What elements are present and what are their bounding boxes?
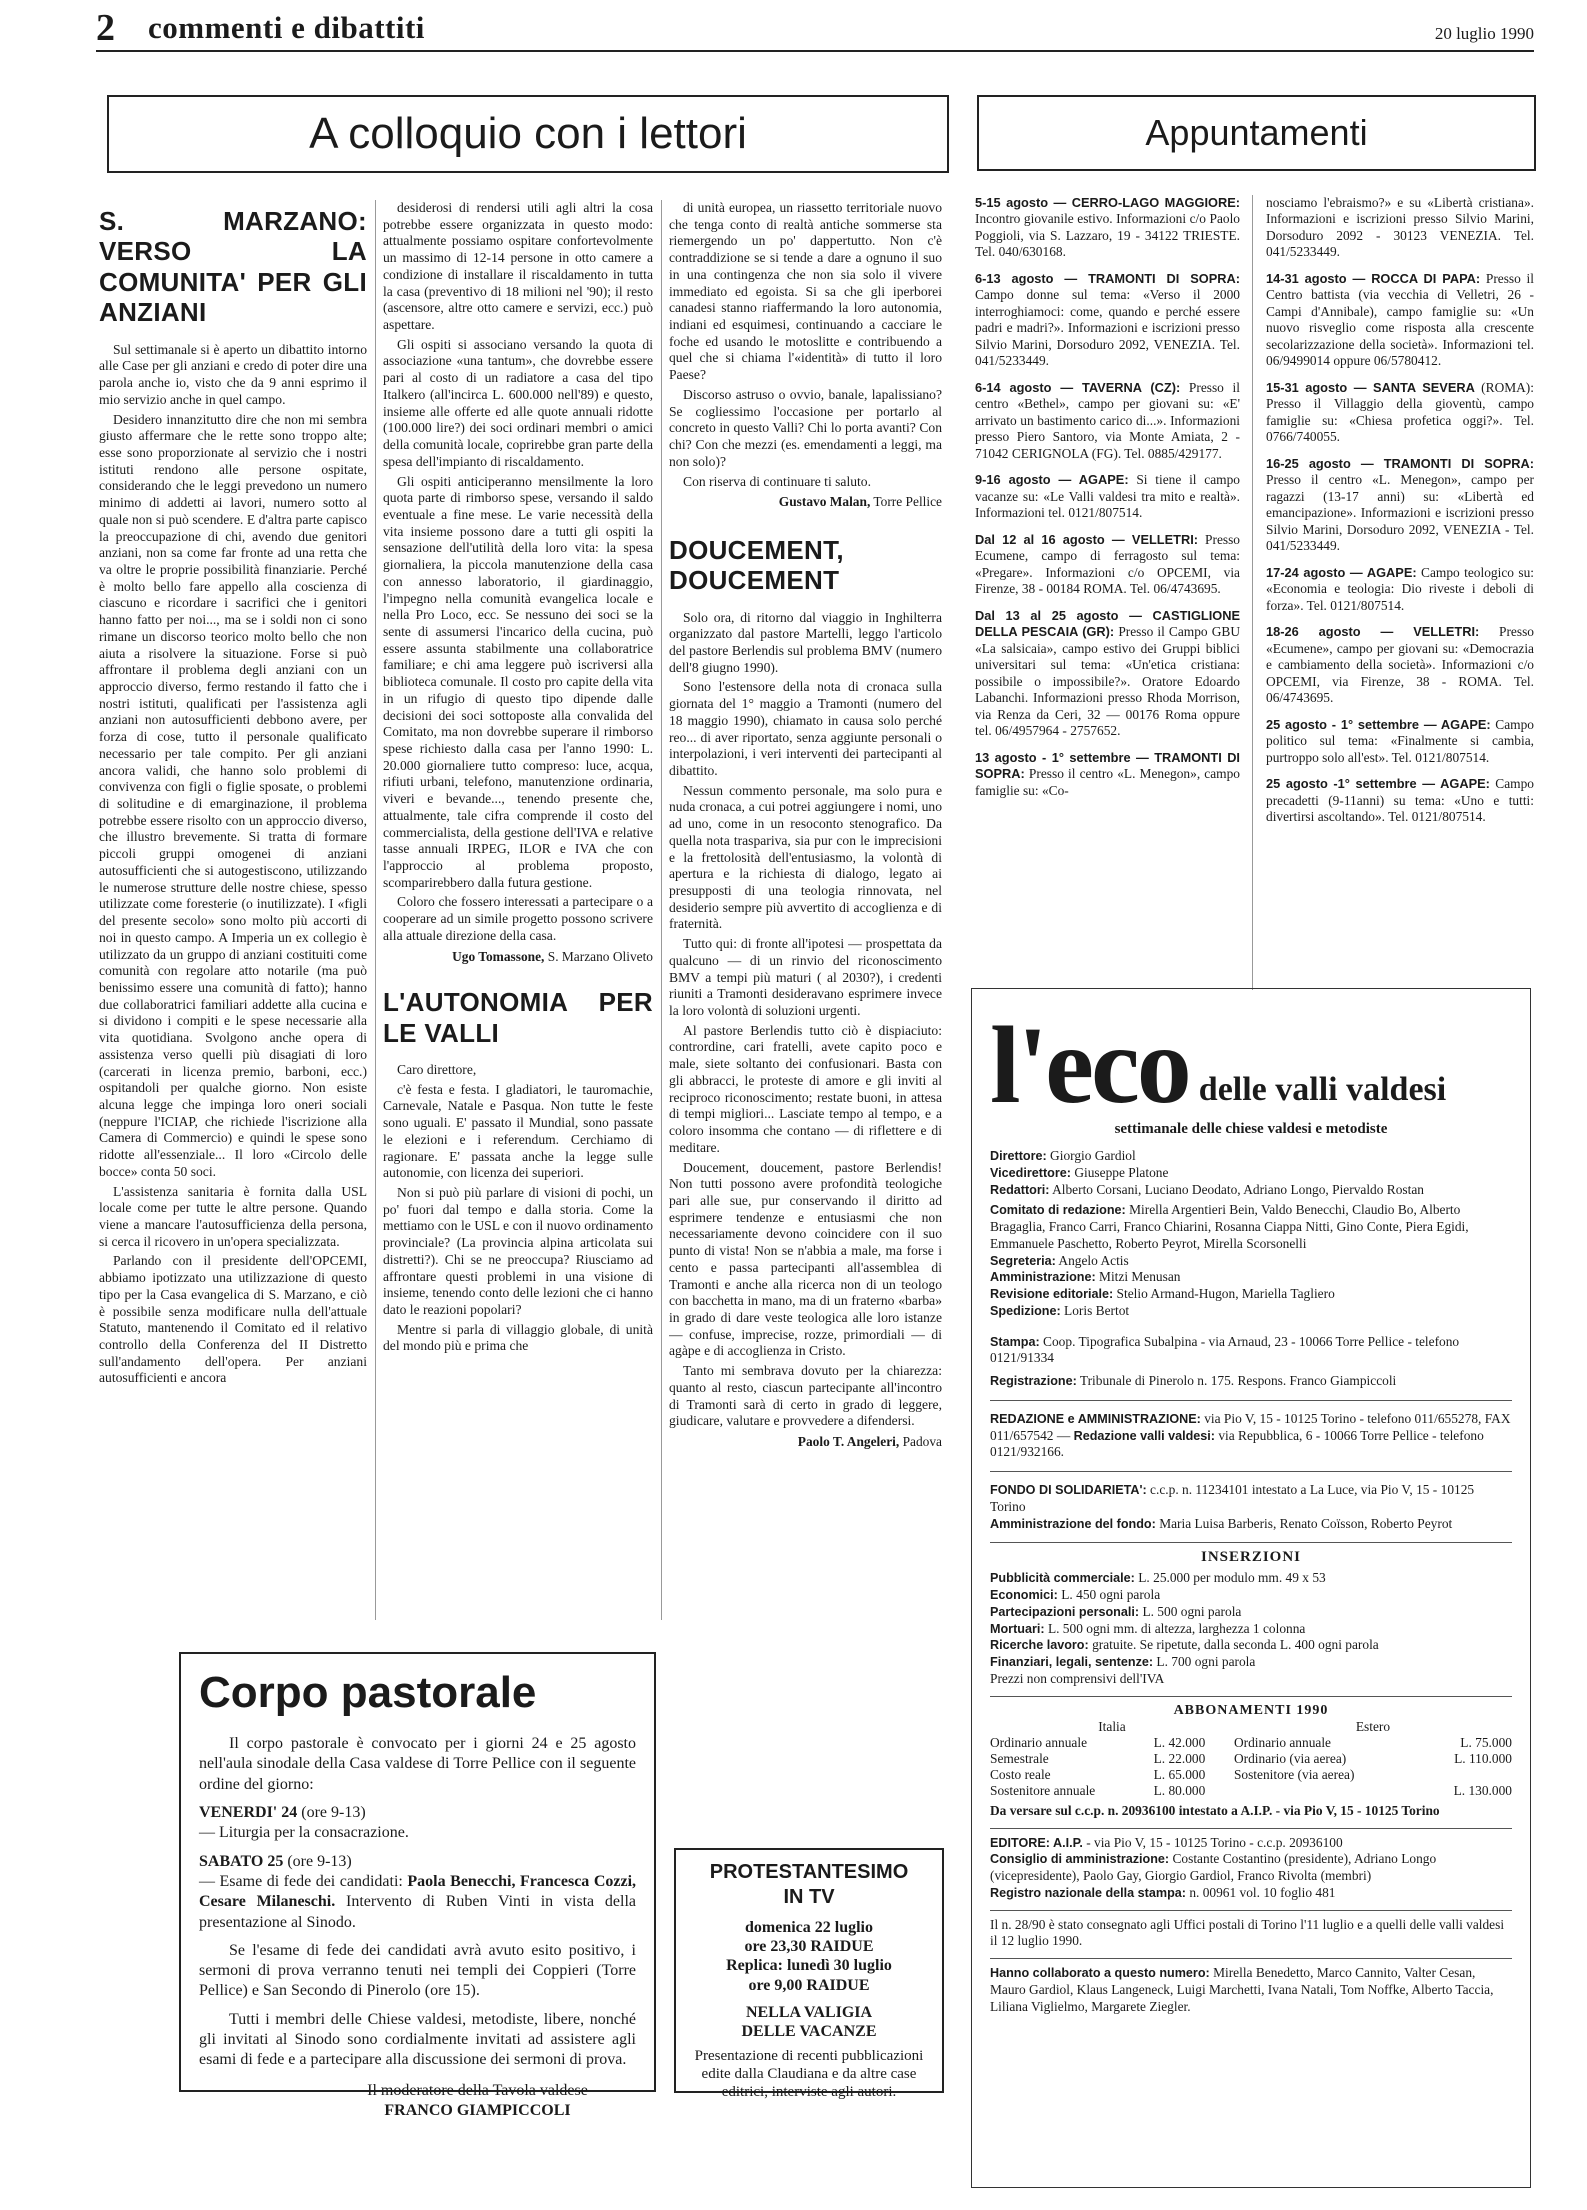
inserzione-value: L. 500 ogni mm. di altezza, larghezza 1 colonna: [1047, 1620, 1306, 1636]
abbonamenti-title: ABBONAMENTI 1990: [1173, 1702, 1329, 1718]
abb-cell: Sostenitore (via aerea): [1233, 1766, 1355, 1782]
corpo-paragraph-2: Se l'esame di fede dei candidati avrà avuto esito positivo, i sermoni di prova verranno tenuti nei templi dei Coppieri (Torre Pellice) e San Secondo di Pinerolo (ore 15).: [199, 1941, 636, 2000]
eco-reg-value: Tribunale di Pinerolo n. 175. Respons. Franco Giampiccoli: [1079, 1373, 1397, 1388]
lettori-title-box: [107, 95, 949, 173]
prot-sub-1: NELLA VALIGIA: [745, 2003, 873, 2021]
eco-staff-value: Mirella Argentieri Bein, Valdo Benecchi, Claudio Bo, Alberto Bragaglia, Franco Carri, Franco Chiarini, Rosanna Ciappa Nitti, Gino Conte, Piera Egidi, Emmanuele Paschetto, Roberto Peyrot, Mirella Scorsonelli: [990, 1202, 1469, 1251]
signature-place: Padova: [902, 1434, 942, 1450]
appuntamenti-col-a: [975, 195, 1240, 990]
abb-cell: [1421, 1767, 1512, 1783]
abb-cell: Costo reale: [990, 1766, 1051, 1782]
appuntamento-item: [975, 532, 1240, 598]
inserzione-value: L. 500 ogni parola: [1142, 1603, 1242, 1619]
eco-red-value-2: via Repubblica, 6 - 10066 Torre Pellice - telefono 0121/932166.: [990, 1427, 1484, 1460]
eco-editore: [990, 1835, 1512, 1852]
article-anziani-headline: S. MARZANO: VERSO LA COMUNITA' PER GLI ANZIANI: [99, 206, 367, 328]
appuntamento-head: 6-14 agosto — TAVERNA (CZ):: [975, 379, 1181, 395]
paragraph: Caro direttore,: [397, 1061, 477, 1077]
inserzione-row: [990, 1570, 1512, 1587]
abb-estero-header: Estero: [1355, 1718, 1391, 1734]
inserzione-row: [990, 1621, 1512, 1638]
appuntamento-text: Presso il centro «L. Menegon», campo famiglie su: «Co-: [975, 766, 1240, 798]
eco-staff-row: [990, 1148, 1512, 1165]
appuntamento-text: Campo precadetti (9-11anni) su tema: «Uno e tutti: divertirsi ascoltando». Tel. 0121/807514.: [1266, 776, 1534, 824]
corpo-day2-time: (ore 9-13): [287, 1852, 352, 1870]
abb-cell: L. 75.000: [1460, 1734, 1512, 1750]
eco-staff-value: Mitzi Menusan: [1099, 1269, 1181, 1285]
eco-fondo-key: FONDO DI SOLIDARIETA':: [990, 1483, 1147, 1497]
prot-title-2: IN TV: [783, 1886, 835, 1908]
table-row: [990, 1767, 1512, 1783]
paragraph: Tutto qui: di fronte all'ipotesi — prospettata da qualcuno — di un rinvio del riconoscimento BMV a tempi più maturi ( al 2030?), i credenti riuniti a Tramonti desideravano esprimere invece la loro volontà di soluzioni urgenti.: [669, 936, 942, 1019]
appuntamento-text: Si tiene il campo vacanze su: «Le Valli valdesi tra mito e realtà». Informazioni tel. 0121/807514.: [975, 472, 1240, 521]
eco-amm-key: Amministrazione del fondo:: [990, 1516, 1156, 1531]
corpo-pastorale-box: [179, 1652, 656, 2119]
appuntamento-head: 25 agosto -1° settembre — AGAPE:: [1266, 776, 1490, 792]
inserzione-row: [990, 1671, 1512, 1688]
inserzione-key: Mortuari:: [990, 1621, 1045, 1636]
appuntamento-text: Presso «Ecumene», campo per giovani su: «Democrazia e cambiamento della società». Informazioni c/o OPCEMI, via Firenze, 38 - ROMA. Tel. 06/4743695.: [1266, 624, 1534, 706]
eco-staff-value: Giuseppe Platone: [1074, 1164, 1169, 1180]
eco-editore-value: - via Pio V, 15 - 10125 Torino - c.c.p. 20936100: [1086, 1834, 1343, 1850]
eco-logo-big: l'eco: [990, 1004, 1189, 1126]
paragraph: c'è festa e festa. I gladiatori, le tauromachie, Carnevale, Natale e Pasqua. Non tutte le feste sono uguali. E' passato il Mundial, sono passate le elezioni e i referendum. Cerchiamo di ragionare. E' passata anche la legge sulle autonomie, con licenza dei superiori.: [383, 1081, 653, 1181]
corpo-day1: [199, 1803, 636, 1823]
inserzione-row: [990, 1604, 1512, 1621]
article-anziani-signature: [383, 949, 653, 965]
issue-date: 20 luglio 1990: [1434, 24, 1534, 43]
appuntamento-head: Dal 13 al 25 agosto — CASTIGLIONE DELLA PESCAIA (GR):: [975, 607, 1240, 640]
paragraph: Parlando con il presidente dell'OPCEMI, abbiamo ipotizzato una utilizzazione di questo tipo per la Casa evangelica di S. Marzano, e ciò è possibile senza modificare nulla dell'attuale Statuto, mantenendo il Comitato ed il relativo controllo della Conferenza del II Distretto sull'andamento dell'opera. Per anziani autosufficienti e ancora: [99, 1253, 367, 1386]
paragraph: Doucement, doucement, pastore Berlendis! Non tutti possono avere profondità teologiche pari alle sue, pur conservando il diritto ad esprimere tendenze e entusiasmi che non necessariamente devono coincidere con il suo punto di vista! Non se n'abbia a male, ma forse i cento e passa partecipanti all'assemblea di Tramonti e anche alla ricerca non di un teologo con bacchetta in mano, ma di un fraterno «barba» in grado di dare veste teologica alle loro istanze — confuse, imprecise, rozze, primordiali — di agàpe e di accoglienza in Cristo.: [669, 1159, 942, 1359]
paragraph: L'assistenza sanitaria è fornita dalla USL locale come per tutte le altre persone. Quando viene a mancare l'autosufficienza della persona, si cerca il ricovero in un'opera specializzata.: [99, 1183, 367, 1249]
paragraph: Sul settimanale si è aperto un dibattito intorno alle Case per gli anziani e credo di poter dire una parola anche io, visto che da 9 anni esprimo il mio servizio anche in quel campo.: [99, 341, 367, 407]
column-rule: [375, 200, 376, 1620]
paragraph: Discorso astruso o ovvio, banale, lapalissiano? Se cogliessimo l'occasione per portarlo al concreto in questo Valli? Chi lo porta avanti? Con chi? Con che mezzi (es. emendamenti a leggi, ma non solo)?: [669, 386, 942, 469]
paragraph: Con riserva di continuare ti saluto.: [683, 473, 872, 489]
appuntamento-item: [1266, 380, 1534, 446]
appuntamento-item: [1266, 624, 1534, 706]
eco-staff-key: Direttore:: [990, 1149, 1047, 1163]
paragraph: Sono l'estensore della nota di cronaca sulla giornata del 1° maggio a Tramonti (numero del 18 maggio 1990), chiamato in causa solo perché reo... di aver riportato, senza aggiunte personali o interpolazioni, i veri interventi dei partecipanti al dibattito.: [669, 679, 942, 778]
eco-staff-value: Loris Bertot: [1064, 1302, 1130, 1318]
eco-staff-key: Segreteria:: [990, 1253, 1056, 1268]
eco-red-value: via Pio V, 15 - 10125 Torino - telefono 011/655278, FAX 011/657542 —: [990, 1410, 1511, 1443]
eco-red-key-2: Redazione valli valdesi:: [1073, 1428, 1215, 1443]
appuntamento-text: Campo donne sul tema: «Verso il 2000 interroghiamoci: come, quando e perché essere padri e madri?». Informazioni e iscrizioni presso Silvio Marini, Dorsoduro 2092, VENEZIA. Tel. 041/5233449.: [975, 287, 1240, 369]
appuntamento-text: (ROMA): Presso il Villaggio della gioventù, campo famiglie su: «Chiesa profetica oggi?». Tel. 0766/740055.: [1266, 379, 1534, 445]
inserzione-key: Finanziari, legali, sentenze:: [990, 1655, 1154, 1669]
appuntamento-head: Dal 12 al 16 agosto — VELLETRI:: [975, 531, 1199, 547]
article-autonomia-signature: [669, 494, 942, 510]
appuntamento-head: 15-31 agosto — SANTA SEVERA: [1266, 379, 1475, 395]
signature-name: Ugo Tomassone,: [452, 948, 545, 964]
appuntamento-text: nosciamo l'ebraismo?» e su «Libertà cristiana». Informazioni e iscrizioni presso Silvio Marini, Dorsoduro 2092 - 30123 VENEZIA. Tel. 041/5233449.: [1266, 195, 1534, 260]
inserzione-key: Ricerche lavoro:: [990, 1638, 1089, 1653]
signature-place: Torre Pellice: [873, 494, 942, 510]
abb-cell: Semestrale: [990, 1750, 1049, 1766]
eco-divider: [990, 1958, 1512, 1959]
eco-staff-row: [990, 1202, 1512, 1252]
appuntamento-item: [975, 472, 1240, 521]
eco-registro: [990, 1885, 1512, 1902]
appuntamento-item: [1266, 776, 1534, 825]
appuntamento-text: Incontro giovanile estivo. Informazioni c/o Paolo Poggioli, via S. Lazzaro, 19 - 34122 TRIESTE. Tel. 040/630168.: [975, 211, 1240, 260]
corpo-day2-item-a: — Esame di fede dei candidati:: [199, 1872, 403, 1890]
paragraph: Gli ospiti anticiperanno mensilmente la loro quota parte di rimborso spese, versando il saldo eventuale a fine mese. Le varie necessità della vita insieme possono dare a tutti gli ospiti la sensazione dell'utilità della loro vita: la spesa giornaliera, la piccola manutenzione della casa con annesso laboratorio, il giardinaggio, l'impegno nella comunità evangelica locale e nella Pro Loco, ecc. Se nessuno dei soci se la sente di assumersi l'incarico della cucina, può essere assunta stabilmente una collaboratrice familiare; e chi ama leggere può iscriversi alla biblioteca comunale. Il costo pro capite della vita in un rifugio di questo tipo dipende dalle decisioni dei soci sottoposte alla convalida del Comitato, ma non dovrebbe superare il rimborso spese richiesto dalla casa per l'anno 1990: L. 20.000 giornaliere tutto compreso: luce, acqua, rifiuti urbani, telefono, manutenzione ordinaria, viveri e bevande..., tenendo presente che, attualmente, tale cifra comprende il costo del commercialista, della gestione dell'IVA e relative tasse annuali IRPEG, ILOR e IVA che con l'approccio al problema proposto, scomparirebbero dalla futura gestione.: [383, 473, 653, 890]
paragraph: Tanto mi sembrava dovuto per la chiarezza: quanto al resto, ciascun partecipante all'incontro di Tramonti sarà di certo in grado di leggere, giudicare, valutare e provvedere a difendersi.: [669, 1363, 942, 1429]
appuntamento-text: Presso il Centro battista (via vecchia di Velletri, 26 - Campi d'Annibale), campo famiglie su: «Un nuovo risveglio come risposta alla crescente secolarizzazione della società». Informazioni tel. 06/9499014 oppure 06/5780412.: [1266, 270, 1534, 369]
protestantesimo-box: [674, 1848, 944, 2101]
eco-consiglio-value: Costante Costantino (presidente), Adriano Longo (vicepresidente), Paolo Gay, Giorgio Gardiol, Franco Rivolta (membri): [990, 1851, 1437, 1884]
paragraph: Desidero innanzitutto dire che non mi sembra giusto affermare che le rette sono troppo alte; esse sono proporzionate al servizio che i nostri istituti rendono alle persone ospitate, considerando che le leggi prevedono un numero minimo di addetti ai lavori, numero sotto al quale non si può scendere. E d'altra parte capisco la preoccupazione di chi, avendo due genitori anziani, non sa come far fronte ad una retta che va oltre le proprie possibilità finanziarie. Perché è molto bello fare appello alla coscienza di ciascuno e ricordare i sacrifici che i genitori hanno fatto per noi..., ma se i soldi non ci sono rimane un discorso teorico molto bello che non aiuta a risolvere la situazione. Forse si può affrontare il problema degli anziani con un approccio diverso, fermo restando il fatto che i nostri istituti, qualificati per l'assistenza agli anziani non autosufficienti debbono avere, per forza di cose, tutto il personale qualificato necessario per tale compito. Per gli anziani ancora validi, che hanno solo problemi di convivenza con figli o figlie sposate, o problemi di solitudine e di emarginazione, il problema potrebbe essere risolto con un approccio diverso, che illustro brevemente. Si tratta di formare piccoli gruppi omogenei di anziani autosufficienti che si autogestiscono, utilizzando le numerose strutture delle nostre chiese, spesso utilizzate come foresterie (o inutilizzate). I «figli del presente secolo» sono molto più accorti di noi in questo campo. A Imperia un ex collegio è utilizzato da un gruppo di anziani costituiti come comunità con regolare atto notarile (ma può benissimo essere una comunità di fatto); hanno due collaboratrici familiari addette alla cucina e si dividono i compiti e le spese necessarie alla vita quotidiana. Svolgono anche opera di assistenza verso quelli più disagiati di loro (carcerati in licenza premio, barboni, ecc.) ospitandoli per qualche giorno. Non esiste alcuna legge che impinga loro oneri sociali (neppure l'ICIAP, che richiede l'iscrizione alla Camera di Commercio) e quindi le spese sono ridotte all'essenziale... Il loro «Circolo delle bocce» conta 50 soci.: [99, 411, 367, 1179]
appuntamento-item: [1266, 271, 1534, 370]
corpo-intro: Il corpo pastorale è convocato per i giorni 24 e 25 agosto nell'aula sinodale della Casa valdese di Torre Pellice con il seguente ordine del giorno:: [199, 1735, 636, 1793]
eco-subtitle: settimanale delle chiese valdesi e metodiste: [1114, 1121, 1388, 1137]
inserzione-key: Partecipazioni personali:: [990, 1604, 1140, 1619]
column-rule: [1252, 195, 1253, 990]
prot-text: Presentazione di recenti pubblicazioni edite dalla Claudiana e da altre case editrici, interviste agli autori.: [694, 2048, 924, 2101]
eco-staff-key: Vicedirettore:: [990, 1165, 1071, 1180]
paragraph: Non si può più parlare di visioni di pochi, un po' fuori dal tempo e dalla storia. Come la mettiamo con le USL e con il nuovo ordinamento provinciale? (La provincia alpina articolata sui distretti?). Chi se ne preoccupa? Riusciamo ad affrontare questi problemi in una visione di insieme, tenendo conto delle lezioni che ci hanno dato le reazioni popolari?: [383, 1184, 653, 1317]
eco-registro-key: Registro nazionale della stampa:: [990, 1885, 1186, 1900]
abb-cell: L. 65.000: [1153, 1766, 1206, 1782]
abbonamenti-table: [990, 1719, 1512, 1799]
eco-stampa-value: Coop. Tipografica Subalpina - via Arnaud, 23 - 10066 Torre Pellice - telefono 0121/91334: [990, 1333, 1460, 1366]
appuntamento-text: Presso il centro «L. Menegon», campo per ragazzi (13-17 anni) su: «Libertà ed emancipazione». Informazioni e iscrizioni presso Silvio Marini, Dorsoduro 2092, VENEZIA - Tel. 041/5233449.: [1266, 472, 1534, 554]
abb-cell: L. 22.000: [1153, 1750, 1206, 1766]
table-row: [990, 1783, 1512, 1799]
eco-consiglio-key: Consiglio di amministrazione:: [990, 1852, 1170, 1867]
corpo-candidates: Paola Benecchi, Francesca Cozzi, Cesare Milaneschi.: [199, 1872, 637, 1911]
abb-cell: Ordinario annuale: [990, 1734, 1088, 1750]
eco-divider: [990, 1828, 1512, 1829]
eco-staff-key: Amministrazione:: [990, 1270, 1096, 1285]
eco-consegna: Il n. 28/90 è stato consegnato agli Uffici postali di Torino l'11 luglio e a quelli delle valli valdesi il 12 luglio 1990.: [990, 1916, 1505, 1949]
inserzione-value: L. 25.000 per modulo mm. 49 x 53: [1138, 1570, 1326, 1586]
inserzione-value: L. 450 ogni parola: [1061, 1587, 1161, 1602]
lettori-title: A colloquio con i lettori: [309, 109, 747, 158]
appuntamento-item: [975, 271, 1240, 370]
eco-staff-row: [990, 1303, 1512, 1320]
appuntamento-head: 14-31 agosto — ROCCA DI PAPA:: [1266, 270, 1481, 286]
eco-fondo-value: c.c.p. n. 11234101 intestato a La Luce, via Pio V, 15 - 10125 Torino: [990, 1482, 1475, 1514]
eco-divider: [990, 1471, 1512, 1472]
eco-staff-key: Revisione editoriale:: [990, 1287, 1114, 1301]
eco-staff-row: [990, 1165, 1512, 1182]
eco-collab-value: Mirella Benedetto, Marco Cannito, Valter Cesan, Mauro Gardiol, Klaus Langeneck, Luigi Marchetti, Ivana Natali, Tom Noffke, Alberto Taccia, Liliana Viglielmo, Margarete Ziegler.: [990, 1965, 1494, 2014]
corpo-day1-time: (ore 9-13): [301, 1803, 366, 1821]
eco-staff-value: Alberto Corsani, Luciano Deodato, Adriano Longo, Piervaldo Rostan: [1052, 1181, 1424, 1197]
paragraph: Mentre si parla di villaggio globale, di unità del mondo più e prima che: [383, 1321, 653, 1354]
inserzione-value: Prezzi non comprensivi dell'IVA: [990, 1670, 1165, 1686]
appuntamento-head: 13 agosto - 1° settembre — TRAMONTI DI SOPRA:: [975, 749, 1240, 782]
appuntamenti-title-box: [977, 95, 1536, 171]
eco-fondo: [990, 1482, 1512, 1516]
eco-staff-row: [990, 1269, 1512, 1286]
section-title: commenti e dibattiti: [148, 10, 425, 45]
corpo-day2: [199, 1852, 636, 1872]
article-doucement-signature: [669, 1434, 942, 1450]
abb-versare: Da versare sul c.c.p. n. 20936100 intestato a A.I.P. - via Pio V, 15 - 10125 Torino: [990, 1802, 1440, 1818]
eco-staff-key: Redattori:: [990, 1182, 1050, 1197]
appuntamento-item: [1266, 565, 1534, 614]
inserzione-key: Economici:: [990, 1588, 1058, 1602]
appuntamenti-col-b: [1266, 195, 1534, 990]
appuntamento-item: [1266, 456, 1534, 555]
appuntamento-item: [1266, 195, 1534, 261]
appuntamento-text: Presso Ecumene, campo di ferragosto sul tema: «Pregare». Informazioni c/o OPCEMI, via Firenze, 38 - 00184 ROMA. Tel. 06/4743695.: [975, 531, 1240, 597]
appuntamento-text: Presso il Campo GBU «La salsicaia», campo estivo dei Gruppi biblici universitari sul tema: «Un'etica cristiana: possibile o impossibile?». Oratore Edoardo Labanchi. Informazioni presso Rhoda Morrison, via Renza da Ceri, 32 — 00176 Roma oppure tel. 06/4957964 - 2757652.: [975, 624, 1240, 739]
abb-cell: Ordinario annuale: [1233, 1734, 1331, 1750]
eco-amm-value: Maria Luisa Barberis, Renato Coïsson, Roberto Peyrot: [1159, 1515, 1453, 1531]
corpo-sign-role: Il moderatore della Tavola valdese: [367, 2081, 588, 2099]
appuntamento-text: Presso il centro «Bethel», campo per giovani su: «E' arrivato un bastimento carico di...». Informazioni presso Piero Santoro, via Monte Amiata, 2 - 71042 CERIGNOLA (FG). Tel. 0885/429177.: [975, 379, 1240, 461]
eco-divider: [990, 1910, 1512, 1911]
table-row: [990, 1735, 1512, 1751]
appuntamento-head: 9-16 agosto — AGAPE:: [975, 472, 1129, 488]
corpo-pastorale-title: Corpo pastorale: [199, 1668, 537, 1717]
abb-cell: L. 42.000: [1153, 1734, 1206, 1750]
corpo-day2-item: [199, 1872, 636, 1933]
eco-registro-value: n. 00961 vol. 10 foglio 481: [1189, 1884, 1336, 1900]
eco-collaboratori: [990, 1965, 1512, 2015]
eco-editore-key: EDITORE: A.I.P.: [990, 1835, 1083, 1850]
eco-consiglio: [990, 1851, 1512, 1885]
article-column3: [669, 200, 942, 1780]
eco-divider: [990, 1696, 1512, 1697]
inserzione-value: L. 700 ogni parola: [1156, 1654, 1256, 1669]
inserzione-row: [990, 1637, 1512, 1654]
paragraph: Solo ora, di ritorno dal viaggio in Inghilterra organizzato dal pastore Martelli, leggo l'articolo del pastore Berlendis sul problema BMV (numero dell'8 giugno 1990).: [669, 609, 942, 675]
inserzione-value: gratuite. Se ripetute, dalla seconda L. 400 ogni parola: [1092, 1637, 1379, 1653]
appuntamento-head: 16-25 agosto — TRAMONTI DI SOPRA:: [1266, 455, 1534, 471]
abb-cell: [1234, 1783, 1421, 1799]
appuntamento-item: [975, 380, 1240, 462]
eco-redazione: [990, 1411, 1512, 1461]
appuntamento-head: 25 agosto - 1° settembre — AGAPE:: [1266, 716, 1491, 732]
table-row: [990, 1751, 1512, 1767]
appuntamento-item: [975, 608, 1240, 740]
eco-staff-row: [990, 1253, 1512, 1270]
corpo-day1-label: VENERDI' 24: [199, 1803, 298, 1821]
prot-line-1: domenica 22 luglio: [744, 1919, 873, 1936]
corpo-day1-item: — Liturgia per la consacrazione.: [199, 1824, 409, 1842]
appuntamento-item: [975, 750, 1240, 799]
appuntamenti-title: Appuntamenti: [1145, 112, 1368, 153]
paragraph: Gli ospiti si associano versando la quota di associazione «una tantum», che dovrebbe essere pari al costo di un radiatore a casa del tipo Italkero (all'incirca L. 600.000 nell'89) e questo, insieme alle offerte ed alle quote annuali ridotte (100.000 lire?) dei soci ordinari membri o amici della comunità locale, coprirebbe gran parte della spesa dell'impianto di riscaldamento.: [383, 336, 653, 469]
eco-staff-value: Giorgio Gardiol: [1050, 1148, 1136, 1163]
abb-cell: Sostenitore annuale: [990, 1782, 1096, 1798]
paragraph: di unità europea, un riassetto territoriale nuovo che tenga conto di realtà antiche sommerse sta riemergendo un po' dappertutto. Non c'è contraddizione se si tende a dare a ognuno il suo in una contingenza che non sia solo il vivere immediato ed egoista. Si sa che gli iperborei canadesi stanno riaffermando la loro autonomia, indiani ed esquimesi, continuando a cacciare le foche ed usando le motoslitte e contribuendo a quel che si chiama l'«identità» di tutto il loro Paese?: [669, 200, 942, 383]
prot-line-3: Replica: lunedì 30 luglio: [726, 1957, 892, 1975]
appuntamento-item: [1266, 717, 1534, 766]
prot-line-4: ore 9,00 RAIDUE: [748, 1976, 870, 1994]
eco-red-key: REDAZIONE e AMMINISTRAZIONE:: [990, 1411, 1201, 1426]
eco-staff-key: Comitato di redazione:: [990, 1203, 1126, 1218]
article-doucement-headline: DOUCEMENT, DOUCEMENT: [669, 534, 844, 596]
corpo-paragraph-3: Tutti i membri delle Chiese valdesi, metodiste, libere, nonché gli invitati al Sinodo sono cordialmente invitati ad assistere agli esami di fede e a partecipare alla discussione dei sermoni di prova.: [199, 2010, 636, 2069]
header-rule: [96, 50, 1534, 52]
appuntamento-text: Campo politico sul tema: «Finalmente si cambia, purtroppo solo all'est». Tel. 0121/807514.: [1266, 716, 1534, 765]
eco-registrazione: [990, 1373, 1512, 1390]
eco-staff-row: [990, 1286, 1512, 1303]
table-row: [990, 1719, 1512, 1735]
signature-place: S. Marzano Oliveto: [547, 948, 653, 964]
appuntamento-item: [975, 195, 1240, 261]
appuntamento-head: 18-26 agosto — VELLETRI:: [1266, 624, 1480, 640]
abb-cell: L. 130.000: [1453, 1782, 1512, 1798]
corpo-sign-name: FRANCO GIAMPICCOLI: [384, 2102, 571, 2119]
eco-amm-fondo: [990, 1516, 1512, 1533]
abb-cell: Ordinario (via aerea): [1233, 1750, 1347, 1766]
appuntamento-text: Campo teologico su: «Economia e teologia: Dio riveste i deboli di forza». Tel. 0121/807514.: [1266, 564, 1534, 613]
column-rule: [661, 200, 662, 1620]
corpo-day2-label: SABATO 25: [199, 1852, 284, 1870]
article-anziani-col2: [383, 200, 653, 1620]
abb-italia-header: Italia: [1098, 1718, 1126, 1734]
abb-cell: L. 80.000: [1153, 1782, 1206, 1798]
eco-staff-value: Stelio Armand-Hugon, Mariella Tagliero: [1116, 1286, 1335, 1301]
eco-staff-row: [990, 1182, 1512, 1199]
eco-divider: [990, 1400, 1512, 1401]
corpo-day2-item-b: Intervento di Ruben Vinti in vista della presentazione al Sinodo.: [199, 1893, 636, 1931]
prot-line-2: ore 23,30 RAIDUE: [744, 1938, 874, 1956]
inserzioni-title: INSERZIONI: [1200, 1549, 1302, 1566]
eco-collab-key: Hanno collaborato a questo numero:: [990, 1966, 1210, 1981]
appuntamento-head: 17-24 agosto — AGAPE:: [1266, 564, 1417, 580]
eco-logo: [990, 1003, 1512, 1126]
eco-masthead-box: [971, 988, 1531, 2188]
eco-staff-value: Angelo Actis: [1058, 1252, 1129, 1268]
eco-divider: [990, 1542, 1512, 1543]
eco-reg-key: Registrazione:: [990, 1374, 1077, 1388]
eco-stampa: [990, 1334, 1512, 1368]
signature-name: Gustavo Malan,: [778, 494, 871, 510]
inserzione-key: Pubblicità commerciale:: [990, 1571, 1135, 1586]
article-autonomia-headline: L'AUTONOMIA PER LE VALLI: [383, 987, 653, 1048]
prot-sub-2: DELLE VACANZE: [741, 2022, 877, 2040]
paragraph: Nessun commento personale, ma solo pura e nuda cronaca, a cui potrei aggiungere i nomi, uno ad uno, come in un resoconto stenografico. Da quella nota traspariva, sia pur con le imprecisioni e la frettolosità dell'entusiasmo, la volontà di apertura e la richiesta di dialogo, legato ai presupposti di una teologia rinnovata, nel desiderio sempre più avvertito di accoglienza e di fraternità.: [669, 782, 942, 932]
appuntamento-head: 6-13 agosto — TRAMONTI DI SOPRA:: [975, 270, 1240, 286]
paragraph: Al pastore Berlendis tutto ciò è dispiaciuto: contrordine, cari fratelli, avete capito poco e male, siete soltanto dei confusionari. Basta con gli abbracci, le proteste di amore e gli inviti al reciproco riconoscimento; restate buoni, in attesa di tempi migliori... Lasciate tempo al tempo, e a coloro insomma che contano — di riflettere e di meditare.: [669, 1022, 942, 1155]
paragraph: Coloro che fossero interessati a partecipare o a cooperare ad un simile progetto possono scrivere alla attuale direzione della casa.: [383, 894, 653, 943]
inserzione-row: [990, 1654, 1512, 1671]
paragraph: desiderosi di rendersi utili agli altri la cosa potrebbe essere organizzata in questo modo: attualmente possiamo ospitare confortevolmente un massimo di 12-14 persone in otto camere a condizione di installare il riscaldamento in tutta la casa (preventivo di 18 milioni nel '90); il resto (ascensore, altre otto camere e servizi, ecc.) può aspettare.: [383, 200, 653, 333]
eco-staff-key: Spedizione:: [990, 1303, 1061, 1318]
signature-name: Paolo T. Angeleri,: [797, 1434, 900, 1450]
eco-logo-small: delle valli valdesi: [1198, 1071, 1447, 1108]
prot-title-1: PROTESTANTESIMO: [709, 1861, 909, 1883]
abb-cell: L. 110.000: [1454, 1750, 1512, 1766]
page-number: 2: [96, 7, 115, 49]
appuntamento-head: 5-15 agosto — CERRO-LAGO MAGGIORE:: [975, 195, 1240, 210]
eco-stampa-key: Stampa:: [990, 1334, 1040, 1349]
article-anziani-col1: [99, 206, 367, 1611]
inserzione-row: [990, 1587, 1512, 1604]
